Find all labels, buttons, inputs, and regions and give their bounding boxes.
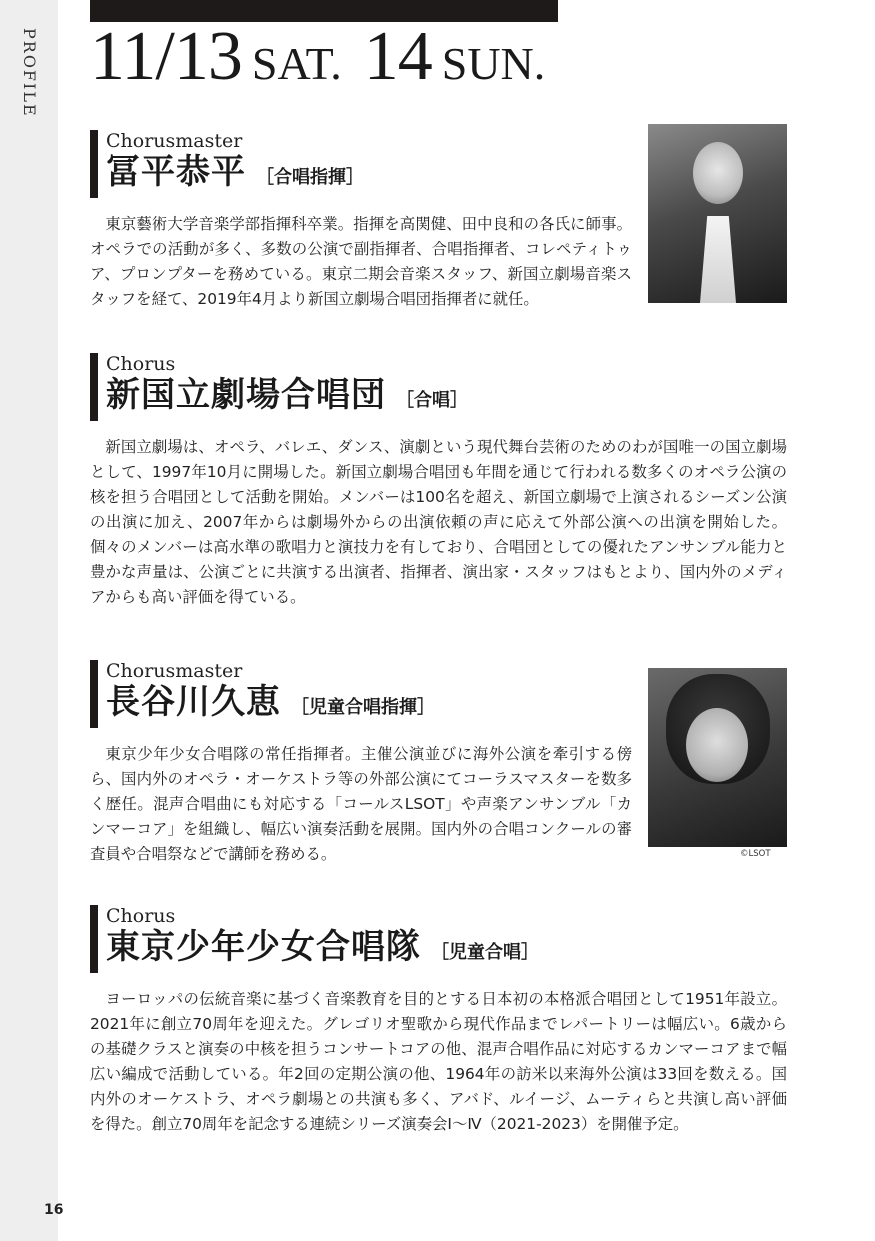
photo-credit: ©LSOT [740, 849, 771, 859]
person-name: 冨平恭平 [106, 152, 246, 192]
role-label: Chorusmaster [106, 660, 243, 682]
section-heading [90, 130, 632, 198]
role-bracket: ［児童合唱］ [431, 942, 539, 963]
date-second: 14 [363, 18, 432, 95]
date-day2: SUN. [441, 38, 546, 89]
person-name: 長谷川久恵 [106, 682, 281, 722]
portrait-face [693, 142, 743, 204]
profile-tokyo-boys-girls-chorus [90, 905, 787, 1137]
role-bracket: ［合唱］ [396, 390, 468, 411]
section-heading [90, 353, 787, 421]
date-day1: SAT. [251, 38, 342, 89]
profile-hasegawa [90, 660, 632, 867]
role-bracket: ［合唱指揮］ [256, 167, 364, 188]
profile-tomihira [90, 130, 632, 312]
date-title [90, 18, 567, 95]
portrait-shirt [700, 216, 736, 303]
role-label: Chorus [106, 353, 176, 375]
bio-text: 東京藝術大学音楽学部指揮科卒業。指揮を高関健、田中良和の各氏に師事。オペラでの活動が多く、多数の公演で副指揮者、合唱指揮者、コレペティトゥア、プロンプターを務めている。東京二期会音楽スタッフ、新国立劇場音楽スタッフを経て、2019年4月より新国立劇場合唱団指揮者に就任。 [90, 215, 632, 308]
group-name: 新国立劇場合唱団 [106, 375, 386, 415]
group-name: 東京少年少女合唱隊 [106, 927, 421, 967]
profile-nntt-chorus [90, 353, 787, 610]
name-line [106, 375, 787, 421]
bio-text: 東京少年少女合唱隊の常任指揮者。主催公演並びに海外公演を牽引する傍ら、国内外のオペラ・オーケストラ等の外部公演にてコーラスマスターを数多く歴任。混声合唱曲にも対応する「コールスLSOT」や声楽アンサンブル「カンマーコア」を組織し、幅広い演奏活動を展開。国内外の合唱コンクールの審査員や合唱祭などで講師を務める。 [90, 745, 632, 863]
role-bracket: ［児童合唱指揮］ [291, 697, 435, 718]
portrait-photo-hasegawa [648, 668, 787, 847]
role-label: Chorus [106, 905, 176, 927]
section-heading [90, 905, 787, 973]
bio-text: ヨーロッパの伝統音楽に基づく音楽教育を目的とする日本初の本格派合唱団として1951年設立。2021年に創立70周年を迎えた。グレゴリオ聖歌から現代作品までレパートリーは幅広い。6歳からの基礎クラスと演奏の中核を担うコンサートコアの他、混声合唱作品に対応するカンマーコアまで幅広い編成で活動している。年2回の定期公演の他、1964年の訪米以来海外公演は33回を数える。国内外のオーケストラ、オペラ劇場との共演も多く、アバド、ルイージ、ムーティらと共演し高い評価を得た。創立70周年を記念する連続シリーズ演奏会Ⅰ～Ⅳ（2021-2023）を開催予定。 [90, 990, 788, 1133]
page-number: 16 [44, 1202, 64, 1218]
portrait-face [686, 708, 748, 782]
profile-label: PROFILE [20, 28, 39, 118]
name-line [106, 152, 632, 198]
name-line [106, 927, 787, 973]
portrait-photo-tomihira [648, 124, 787, 303]
role-label: Chorusmaster [106, 130, 243, 152]
section-heading [90, 660, 632, 728]
name-line [106, 682, 632, 728]
date-main: 11/13 [90, 18, 242, 95]
sidebar [0, 0, 58, 1241]
bio-text: 新国立劇場は、オペラ、バレエ、ダンス、演劇という現代舞台芸術のためのわが国唯一の国立劇場として、1997年10月に開場した。新国立劇場合唱団も年間を通じて行われる数多くのオペラ公演の核を担う合唱団として活動を開始。メンバーは100名を超え、新国立劇場で上演されるシーズン公演の出演に加え、2007年からは劇場外からの出演依頼の声に応えて外部公演への出演を開始した。個々のメンバーは高水準の歌唱力と演技力を有しており、合唱団としての優れたアンサンブル能力と豊かな声量は、公演ごとに共演する出演者、指揮者、演出家・スタッフはもとより、国内外のメディアからも高い評価を得ている。 [90, 438, 787, 606]
